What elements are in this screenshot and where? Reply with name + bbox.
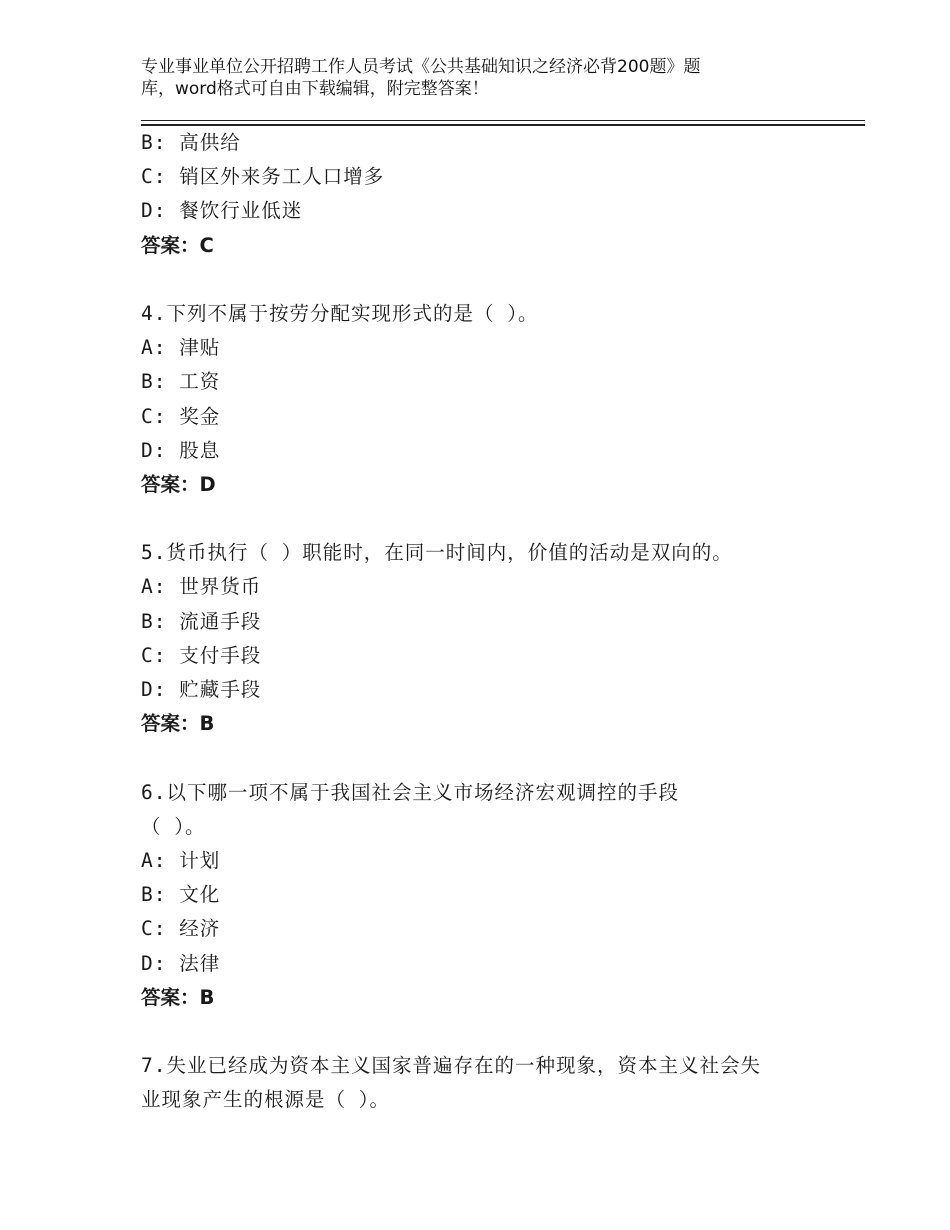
question-7 — [141, 1049, 841, 1117]
answer-label: 答案：C — [141, 233, 214, 257]
question-4 — [141, 297, 841, 502]
option-b: B: 流通手段 — [141, 609, 262, 633]
option-d: D: 法律 — [141, 951, 221, 975]
header-title-line-1: 专业事业单位公开招聘工作人员考试《公共基础知识之经济必背200题》题 — [141, 57, 701, 77]
question-6 — [141, 776, 841, 1015]
option-b: B: 高供给 — [141, 131, 241, 154]
option-d: D: 贮藏手段 — [141, 678, 262, 701]
question-stem: 4.下列不属于按劳分配实现形式的是（ ）。 — [141, 301, 539, 325]
option-c: C: 奖金 — [141, 404, 221, 428]
question-stem-line-2: （ ）。 — [141, 814, 206, 838]
option-a: A: 津贴 — [141, 336, 221, 360]
option-d: D: 股息 — [141, 438, 221, 462]
option-b: B: 工资 — [141, 370, 221, 394]
question-stem-line-1: 7.失业已经成为资本主义国家普遍存在的一种现象，资本主义社会失 — [141, 1054, 761, 1078]
option-d: D: 餐饮行业低迷 — [141, 199, 303, 223]
question-stem-line-1: 6.以下哪一项不属于我国社会主义市场经济宏观调控的手段 — [141, 780, 679, 804]
question-stem-line-2: 业现象产生的根源是（ ）。 — [141, 1088, 390, 1112]
question-list — [141, 126, 841, 1117]
answer-label: 答案：D — [141, 472, 216, 496]
option-a: A: 世界货币 — [141, 575, 262, 599]
spacer — [141, 502, 841, 536]
spacer — [141, 1015, 841, 1049]
option-b: B: 文化 — [141, 883, 221, 907]
spacer — [141, 263, 841, 297]
option-c: C: 经济 — [141, 917, 221, 941]
option-a: A: 计划 — [141, 848, 221, 872]
option-c: C: 销区外来务工人口增多 — [141, 165, 385, 189]
header-title-line-2: 库，word格式可自由下载编辑，附完整答案！ — [141, 79, 489, 99]
answer-label: 答案：B — [141, 985, 215, 1009]
answer-label: 答案：B — [141, 712, 215, 736]
header-divider-thin — [141, 120, 865, 121]
page-header — [141, 56, 781, 100]
spacer — [141, 741, 841, 775]
question-3-tail — [141, 126, 841, 263]
question-5 — [141, 536, 841, 741]
question-stem: 5.货币执行（ ）职能时，在同一时间内，价值的活动是双向的。 — [141, 541, 733, 565]
option-c: C: 支付手段 — [141, 643, 262, 667]
